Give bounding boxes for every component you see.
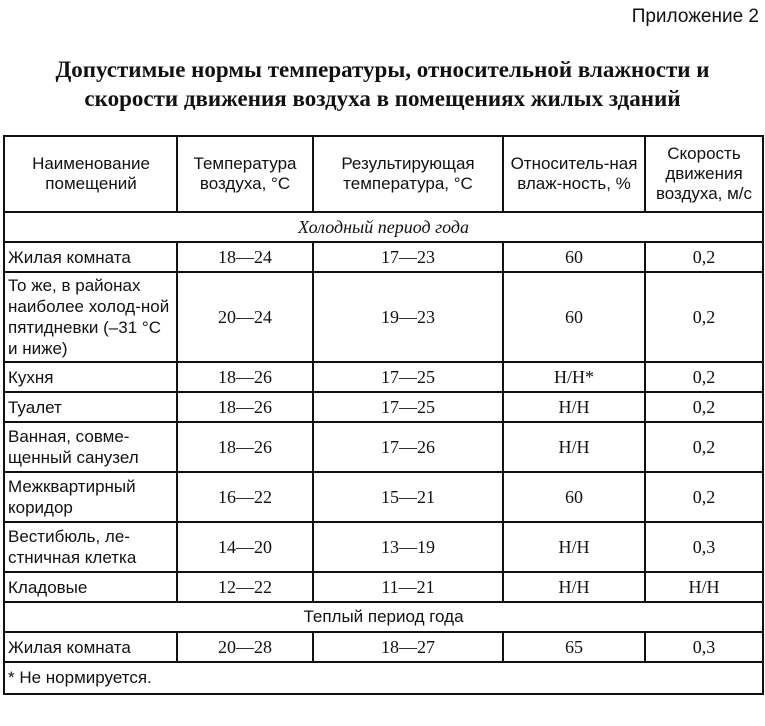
table-row [4, 272, 763, 362]
result-temp-value: 17—25 [313, 392, 503, 422]
air-temp-value: 14—20 [177, 522, 313, 572]
cold-period-row [4, 212, 763, 242]
header-humidity: Относитель-ная влаж-ность, % [503, 136, 645, 212]
result-temp-value: 17—25 [313, 362, 503, 392]
air-speed-value: 0,2 [645, 242, 763, 272]
room-name: Вестибюль, ле-стничная клетка [4, 522, 177, 572]
result-temp-value: 18—27 [313, 632, 503, 662]
air-temp-value: 20—24 [177, 272, 313, 362]
air-speed-value: 0,2 [645, 422, 763, 472]
header-result-temp: Результирующая температура, °С [313, 136, 503, 212]
header-air-temp: Температура воздуха, °С [177, 136, 313, 212]
humidity-value: 60 [503, 242, 645, 272]
footnote-row [4, 662, 763, 694]
room-name: Туалет [4, 392, 177, 422]
humidity-value: 60 [503, 472, 645, 522]
air-temp-value: 18—26 [177, 392, 313, 422]
footnote: * Не нормируется. [4, 662, 763, 694]
air-speed-value: 0,3 [645, 522, 763, 572]
document-title [0, 55, 765, 113]
humidity-value: Н/Н [503, 392, 645, 422]
warm-period-label: Теплый период года [4, 602, 763, 632]
air-temp-value: 18—26 [177, 362, 313, 392]
warm-period-row [4, 602, 763, 632]
table-row [4, 242, 763, 272]
result-temp-value: 19—23 [313, 272, 503, 362]
result-temp-value: 17—26 [313, 422, 503, 472]
title-line-1: Допустимые нормы температуры, относительной влажности и [55, 57, 710, 82]
air-temp-value: 16—22 [177, 472, 313, 522]
humidity-value: Н/Н* [503, 362, 645, 392]
norms-table [3, 135, 764, 695]
header-name: Наименование помещений [4, 136, 177, 212]
humidity-value: 65 [503, 632, 645, 662]
air-temp-value: 20—28 [177, 632, 313, 662]
humidity-value: Н/Н [503, 572, 645, 602]
air-temp-value: 18—24 [177, 242, 313, 272]
table-row [4, 472, 763, 522]
room-name: Жилая комната [4, 242, 177, 272]
air-temp-value: 12—22 [177, 572, 313, 602]
table-row [4, 522, 763, 572]
room-name: Ванная, совме-щенный санузел [4, 422, 177, 472]
cold-period-label: Холодный период года [4, 212, 763, 242]
air-temp-value: 18—26 [177, 422, 313, 472]
title-line-2: скорости движения воздуха в помещениях жилых зданий [84, 86, 681, 111]
header-air-speed: Скорость движения воздуха, м/с [645, 136, 763, 212]
room-name: Жилая комната [4, 632, 177, 662]
air-speed-value: 0,2 [645, 272, 763, 362]
air-speed-value: Н/Н [645, 572, 763, 602]
result-temp-value: 15—21 [313, 472, 503, 522]
appendix-label: Приложение 2 [631, 6, 759, 27]
result-temp-value: 17—23 [313, 242, 503, 272]
humidity-value: 60 [503, 272, 645, 362]
room-name: То же, в районах наиболее холод-ной пятидневки (–31 °С и ниже) [4, 272, 177, 362]
humidity-value: Н/Н [503, 522, 645, 572]
table-row [4, 392, 763, 422]
result-temp-value: 11—21 [313, 572, 503, 602]
room-name: Кладовые [4, 572, 177, 602]
table-row [4, 572, 763, 602]
room-name: Межквартирный коридор [4, 472, 177, 522]
table-row [4, 362, 763, 392]
air-speed-value: 0,2 [645, 392, 763, 422]
air-speed-value: 0,3 [645, 632, 763, 662]
air-speed-value: 0,2 [645, 362, 763, 392]
header-row [4, 136, 763, 212]
room-name: Кухня [4, 362, 177, 392]
humidity-value: Н/Н [503, 422, 645, 472]
table-row [4, 422, 763, 472]
result-temp-value: 13—19 [313, 522, 503, 572]
table-row [4, 632, 763, 662]
air-speed-value: 0,2 [645, 472, 763, 522]
